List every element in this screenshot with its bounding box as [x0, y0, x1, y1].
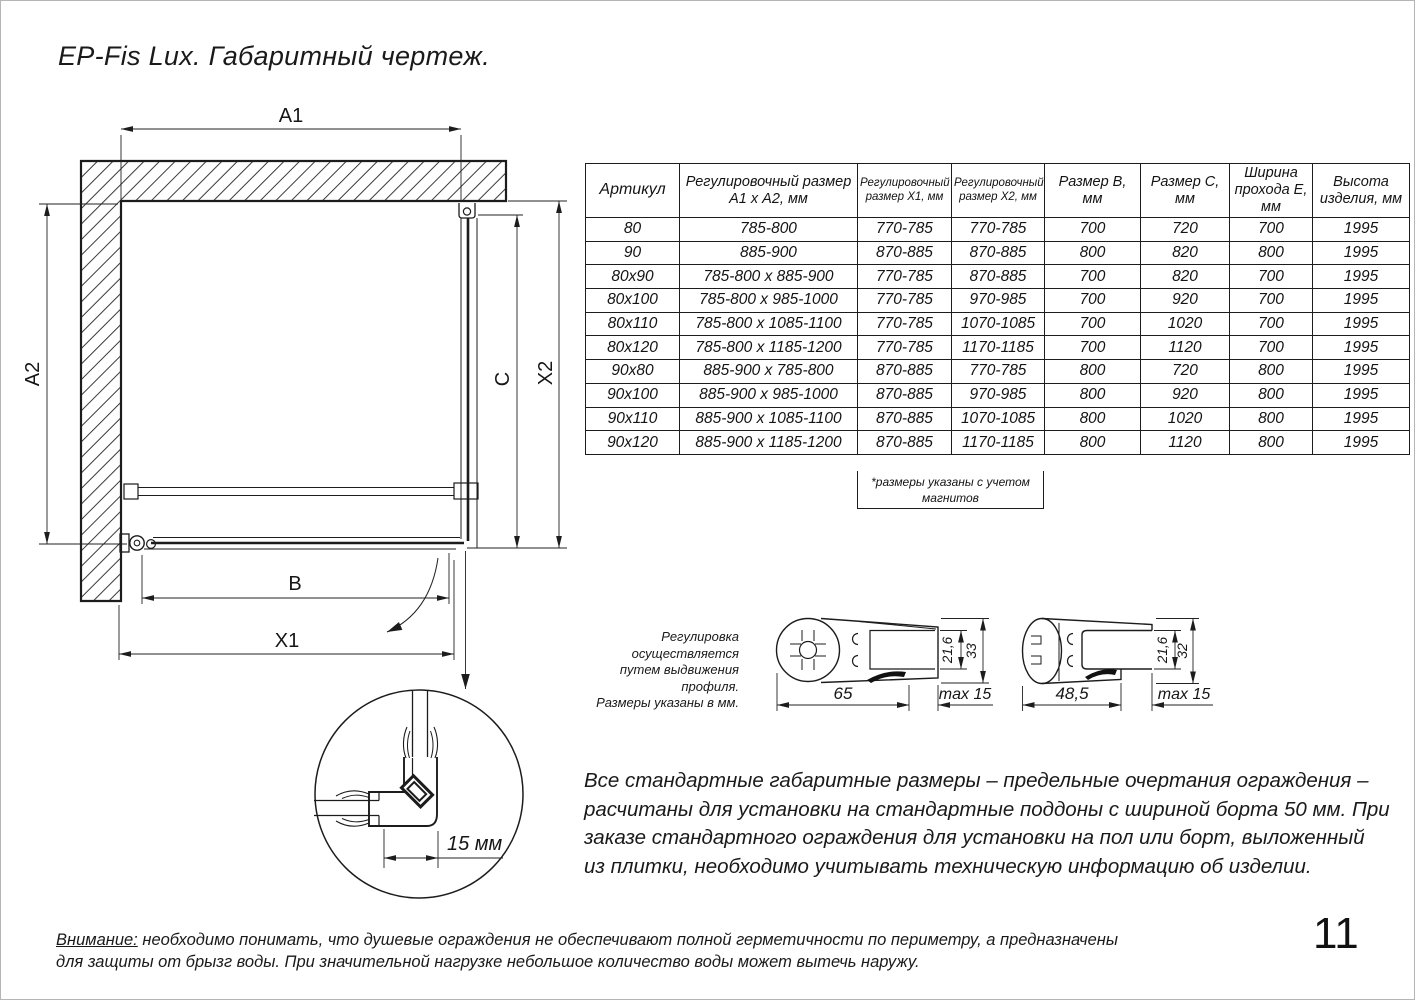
value-cell: 800: [1230, 431, 1313, 455]
value-cell: 870-885: [858, 383, 952, 407]
a1-dim-label: A1: [278, 105, 304, 127]
value-cell: 700: [1045, 218, 1141, 242]
profile1-height-label: 33: [963, 643, 979, 659]
col-header-b: Размер В, мм: [1045, 164, 1141, 218]
col-header-artikul: Артикул: [586, 164, 680, 218]
paragraph-line: расчитаны для установки на стандартные поддоны с шириной борта 50 мм. При: [584, 797, 1390, 821]
value-cell: 785-800 х 1185-1200: [680, 336, 858, 360]
adjustment-note-line: путем выдвижения профиля.: [619, 662, 739, 694]
value-cell: 785-800 х 885-900: [680, 265, 858, 289]
value-cell: 700: [1230, 289, 1313, 313]
value-cell: 720: [1141, 360, 1230, 384]
value-cell: 700: [1045, 312, 1141, 336]
profile2-height-label: 32: [1174, 643, 1190, 659]
value-cell: 800: [1045, 431, 1141, 455]
value-cell: 870-885: [952, 265, 1045, 289]
value-cell: 1995: [1313, 336, 1410, 360]
value-cell: 770-785: [858, 265, 952, 289]
value-cell: 785-800 х 1085-1100: [680, 312, 858, 336]
value-cell: 870-885: [858, 360, 952, 384]
profile1-width-label: 65: [833, 684, 853, 703]
paragraph-line: Все стандартные габаритные размеры – предельные очертания ограждения –: [584, 769, 1369, 792]
col-header-x1: Регулировочный размер Х1, мм: [858, 164, 952, 218]
table-row: [586, 312, 1410, 336]
value-cell: 770-785: [952, 360, 1045, 384]
value-cell: 1995: [1313, 289, 1410, 313]
value-cell: 885-900 х 1085-1100: [680, 407, 858, 431]
value-cell: 700: [1230, 336, 1313, 360]
value-cell: 800: [1230, 241, 1313, 265]
value-cell: 1995: [1313, 383, 1410, 407]
value-cell: 870-885: [858, 407, 952, 431]
detail-circle: [314, 690, 523, 898]
value-cell: 1995: [1313, 407, 1410, 431]
artikul-cell: 80х90: [586, 265, 680, 289]
artikul-cell: 90х110: [586, 407, 680, 431]
table-row: [586, 336, 1410, 360]
value-cell: 800: [1045, 360, 1141, 384]
value-cell: 800: [1045, 241, 1141, 265]
value-cell: 800: [1230, 407, 1313, 431]
sizes-table: [585, 163, 1410, 455]
page-number: 11: [1313, 909, 1359, 958]
value-cell: 700: [1230, 265, 1313, 289]
value-cell: 770-785: [858, 312, 952, 336]
col-header-a1a2: Регулировочный размер А1 х А2, мм: [680, 164, 858, 218]
installation-paragraph: [584, 767, 1390, 881]
x2-dim-label: X2: [535, 360, 557, 386]
value-cell: 700: [1230, 218, 1313, 242]
artikul-cell: 90х120: [586, 431, 680, 455]
warning-line-1: [56, 930, 1119, 952]
value-cell: 770-785: [858, 218, 952, 242]
value-cell: 720: [1141, 218, 1230, 242]
value-cell: 1120: [1141, 336, 1230, 360]
table-row: [586, 431, 1410, 455]
value-cell: 770-785: [858, 336, 952, 360]
warning-note: [56, 930, 1119, 973]
artikul-cell: 90: [586, 241, 680, 265]
value-cell: 870-885: [858, 431, 952, 455]
value-cell: 820: [1141, 265, 1230, 289]
value-cell: 1020: [1141, 312, 1230, 336]
paragraph-line: заказе стандартного ограждения для установки на пол или борт, выложенный: [584, 826, 1365, 849]
artikul-cell: 80: [586, 218, 680, 242]
table-row: [586, 360, 1410, 384]
value-cell: 1170-1185: [952, 336, 1045, 360]
detail-dim-label: 15 мм: [447, 833, 503, 855]
col-header-c: Размер С, мм: [1141, 164, 1230, 218]
value-cell: 800: [1230, 360, 1313, 384]
profile2-width-label: 48,5: [1055, 684, 1089, 703]
value-cell: 1995: [1313, 431, 1410, 455]
size-table-body: [586, 218, 1410, 455]
profile1-max-label: max 15: [938, 686, 992, 703]
wall-section: [81, 161, 506, 601]
value-cell: 820: [1141, 241, 1230, 265]
value-cell: 970-985: [952, 289, 1045, 313]
page-title: EP-Fis Lux. Габаритный чертеж.: [58, 41, 491, 71]
warning-text-1: необходимо понимать, что душевые ограждения не обеспечивают полной герметичности по периметру, а предназначены: [137, 931, 1119, 949]
value-cell: 770-785: [952, 218, 1045, 242]
table-row: [586, 383, 1410, 407]
c-dim-label: C: [492, 371, 514, 387]
value-cell: 700: [1045, 336, 1141, 360]
artikul-cell: 80х100: [586, 289, 680, 313]
table-row: [586, 218, 1410, 242]
col-header-height: Высота изделия, мм: [1313, 164, 1410, 218]
paragraph-line: из плитки, необходимо учитывать техническую информацию об изделии.: [584, 854, 1312, 878]
value-cell: 785-800: [680, 218, 858, 242]
value-cell: 800: [1045, 407, 1141, 431]
table-row: [586, 241, 1410, 265]
value-cell: 1995: [1313, 218, 1410, 242]
value-cell: 870-885: [858, 241, 952, 265]
value-cell: 700: [1045, 289, 1141, 313]
value-cell: 785-800 х 985-1000: [680, 289, 858, 313]
profile2-max-label: max 15: [1157, 686, 1211, 703]
value-cell: 770-785: [858, 289, 952, 313]
value-cell: 885-900: [680, 241, 858, 265]
warning-line-2: для защиты от брызг воды. При значительной нагрузке небольшое количество воды может вытечь наружу.: [56, 952, 920, 971]
value-cell: 920: [1141, 383, 1230, 407]
table-row: [586, 407, 1410, 431]
artikul-cell: 90х100: [586, 383, 680, 407]
adjustment-note-line: Размеры указаны в мм.: [596, 695, 739, 710]
value-cell: 800: [1230, 383, 1313, 407]
door-glass-panel: [120, 534, 464, 552]
value-cell: 1120: [1141, 431, 1230, 455]
value-cell: 1995: [1313, 265, 1410, 289]
profile1-channel-label: 21,6: [940, 636, 955, 664]
adjustment-note: [579, 629, 739, 712]
artikul-cell: 90х80: [586, 360, 680, 384]
value-cell: 800: [1045, 383, 1141, 407]
table-row: [586, 289, 1410, 313]
value-cell: 1170-1185: [952, 431, 1045, 455]
value-cell: 1020: [1141, 407, 1230, 431]
value-cell: 1995: [1313, 312, 1410, 336]
warning-label: Внимание:: [56, 931, 138, 949]
profile2-channel-label: 21,6: [1155, 636, 1170, 664]
value-cell: 885-900 х 1185-1200: [680, 431, 858, 455]
table-footnote: *размеры указаны с учетом магнитов: [857, 471, 1044, 509]
b-dim-label: B: [288, 573, 302, 595]
value-cell: 970-985: [952, 383, 1045, 407]
artikul-cell: 80х110: [586, 312, 680, 336]
table-row: [586, 265, 1410, 289]
adjustment-note-line: Регулировка осуществляется: [631, 629, 739, 661]
artikul-cell: 80х120: [586, 336, 680, 360]
value-cell: 1070-1085: [952, 407, 1045, 431]
col-header-x2: Регулировочный размер Х2, мм: [952, 164, 1045, 218]
value-cell: 920: [1141, 289, 1230, 313]
value-cell: 870-885: [952, 241, 1045, 265]
value-cell: 700: [1045, 265, 1141, 289]
value-cell: 1995: [1313, 360, 1410, 384]
a2-dim-label: A2: [22, 361, 44, 387]
col-header-e: Ширина прохода Е, мм: [1230, 164, 1313, 218]
x1-dim-label: X1: [274, 630, 300, 652]
value-cell: 885-900 х 785-800: [680, 360, 858, 384]
value-cell: 1995: [1313, 241, 1410, 265]
fixed-glass-panel: [459, 203, 477, 548]
value-cell: 885-900 х 985-1000: [680, 383, 858, 407]
support-bar: [124, 483, 478, 499]
table-header-row: [586, 164, 1410, 218]
value-cell: 700: [1230, 312, 1313, 336]
value-cell: 1070-1085: [952, 312, 1045, 336]
